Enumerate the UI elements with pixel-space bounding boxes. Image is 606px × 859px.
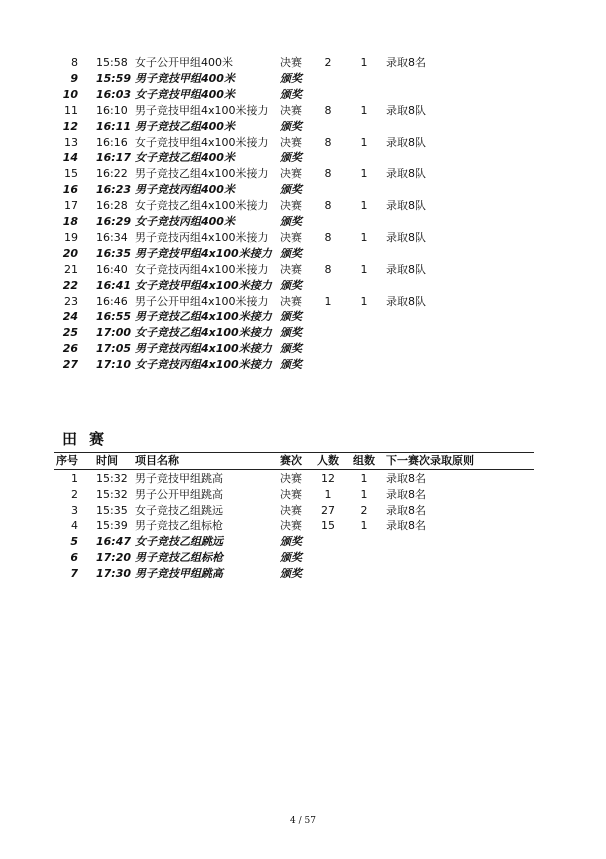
cell-event: 男子竞技乙组标枪 [135,519,223,533]
table-row [0,325,606,341]
cell-time: 15:59 [96,71,132,85]
table-row [0,150,606,166]
cell-round: 决赛 [280,487,302,501]
table-row [0,182,606,198]
cell-groups: 1 [360,56,368,69]
cell-count: 8 [324,167,332,181]
cell-groups: 1 [360,167,368,181]
cell-no: 12 [62,119,78,133]
cell-event: 男子公开甲组跳高 [135,487,223,501]
cell-event: 女子竞技甲组4x100米接力 [135,135,269,149]
cell-rule: 录取8队 [386,103,426,117]
table-row [0,262,606,278]
cell-time: 16:11 [96,119,132,133]
cell-round: 颁奖 [280,551,302,564]
table-row [0,550,606,566]
table-row [0,294,606,310]
cell-round: 颁奖 [280,310,302,324]
cell-rule: 录取8队 [386,262,426,276]
cell-rule: 录取8名 [386,503,426,517]
cell-event: 女子竞技丙组4x100米接力 [135,262,269,276]
cell-round: 颁奖 [280,183,302,197]
cell-no: 20 [62,246,78,260]
cell-time: 16:47 [96,535,132,549]
cell-round: 颁奖 [280,566,302,580]
cell-no: 13 [64,135,78,149]
header-time: 时间 [96,454,118,467]
cell-groups: 1 [360,294,368,308]
cell-event: 男子竞技乙组4x100米接力 [135,167,269,181]
cell-rule: 录取8名 [386,56,426,69]
cell-count: 8 [324,199,332,213]
cell-time: 16:28 [96,199,128,213]
cell-time: 17:00 [96,326,132,340]
table-row [0,230,606,246]
cell-round: 决赛 [280,56,302,69]
cell-event: 男子竞技丙组4x100米接力 [135,342,272,356]
table-row [0,534,606,550]
cell-event: 男子竞技丙组4x100米接力 [135,230,269,244]
cell-groups: 1 [360,103,368,117]
cell-no: 24 [62,310,78,324]
cell-count: 1 [324,294,332,308]
cell-event: 男子竞技甲组跳高 [135,472,223,485]
cell-rule: 录取8名 [386,487,426,501]
cell-time: 16:35 [96,246,132,260]
table-row [0,357,606,373]
table-row [0,341,606,357]
cell-count: 8 [324,262,332,276]
cell-no: 3 [71,503,78,517]
cell-time: 16:03 [96,87,132,101]
cell-time: 16:22 [96,167,128,181]
table-row [0,103,606,119]
cell-groups: 1 [360,519,368,533]
cell-event: 男子竞技乙组标枪 [135,551,223,564]
cell-time: 16:46 [96,294,128,308]
cell-round: 颁奖 [280,151,302,165]
cell-time: 15:32 [96,487,128,501]
cell-no: 22 [62,278,78,292]
cell-round: 颁奖 [280,535,302,549]
cell-event: 女子竞技甲组4x100米接力 [135,278,272,292]
cell-event: 男子竞技乙组4x100米接力 [135,310,272,324]
table-row [0,55,606,71]
section-title-field: 田赛 [62,430,117,448]
cell-round: 决赛 [280,199,302,213]
cell-event: 男子竞技甲组400米 [135,71,235,85]
table-row [0,198,606,214]
cell-event: 女子竞技甲组400米 [135,87,235,101]
cell-no: 27 [62,358,78,372]
cell-count: 8 [324,230,332,244]
header-bottom-rule [54,469,534,470]
cell-groups: 1 [360,262,368,276]
cell-groups: 1 [360,472,368,485]
cell-no: 19 [64,230,78,244]
cell-time: 17:10 [96,358,132,372]
cell-count: 2 [324,56,332,69]
cell-no: 6 [70,551,78,564]
cell-time: 15:35 [96,503,128,517]
cell-no: 23 [64,294,78,308]
table-row [0,71,606,87]
cell-no: 18 [62,215,78,228]
cell-round: 颁奖 [280,342,302,356]
cell-round: 决赛 [280,294,302,308]
cell-time: 16:17 [96,151,132,165]
table-row [0,471,606,487]
cell-time: 17:05 [96,342,132,356]
cell-count: 8 [324,135,332,149]
cell-groups: 1 [360,487,368,501]
header-rule: 下一赛次录取原则 [386,454,474,467]
cell-event: 男子竞技乙组400米 [135,119,235,133]
table-row [0,278,606,294]
header-count: 人数 [317,454,339,467]
cell-round: 决赛 [280,230,302,244]
header-round: 赛次 [280,454,302,467]
cell-round: 颁奖 [280,71,302,85]
header-no: 序号 [56,454,78,467]
cell-count: 8 [324,103,332,117]
cell-event: 女子竞技乙组400米 [135,151,235,165]
table-row [0,87,606,103]
cell-no: 9 [70,71,78,85]
cell-event: 女子竞技丙组400米 [135,215,235,228]
field-table-header [0,453,606,469]
cell-no: 14 [62,151,78,165]
cell-time: 16:29 [96,215,132,228]
cell-round: 颁奖 [280,326,302,340]
page-number: 4 / 57 [290,816,316,826]
table-row [0,166,606,182]
table-row [0,214,606,230]
cell-event: 女子竞技乙组跳远 [135,535,223,549]
cell-round: 颁奖 [280,215,302,228]
cell-groups: 1 [360,135,368,149]
cell-round: 颁奖 [280,87,302,101]
cell-no: 5 [70,535,78,549]
header-top-rule [54,452,534,453]
cell-rule: 录取8队 [386,294,426,308]
cell-no: 4 [71,519,78,533]
cell-round: 颁奖 [280,278,302,292]
cell-event: 女子竞技乙组跳远 [135,503,223,517]
cell-event: 男子竞技甲组4x100米接力 [135,246,272,260]
cell-time: 16:40 [96,262,128,276]
cell-round: 决赛 [280,167,302,181]
cell-event: 女子竞技丙组4x100米接力 [135,358,272,372]
cell-no: 1 [71,472,78,485]
header-event: 项目名称 [135,454,179,467]
cell-rule: 录取8队 [386,199,426,213]
cell-round: 决赛 [280,262,302,276]
cell-round: 决赛 [280,503,302,517]
table-row [0,518,606,534]
cell-event: 男子竞技甲组跳高 [135,566,223,580]
table-row [0,135,606,151]
cell-round: 颁奖 [280,246,302,260]
cell-round: 决赛 [280,472,302,485]
cell-round: 决赛 [280,519,302,533]
cell-time: 15:39 [96,519,128,533]
cell-groups: 2 [360,503,368,517]
table-row [0,119,606,135]
cell-count: 27 [321,503,335,517]
cell-no: 15 [64,167,78,181]
cell-event: 男子竞技丙组400米 [135,183,235,197]
cell-no: 10 [62,87,78,101]
cell-time: 16:10 [96,103,128,117]
cell-rule: 录取8名 [386,519,426,533]
header-groups: 组数 [353,454,375,467]
cell-round: 颁奖 [280,119,302,133]
cell-count: 15 [321,519,335,533]
cell-no: 26 [62,342,78,356]
cell-round: 颁奖 [280,358,302,372]
cell-event: 女子公开甲组400米 [135,56,233,69]
cell-rule: 录取8队 [386,230,426,244]
cell-count: 1 [324,487,332,501]
table-row [0,309,606,325]
cell-no: 21 [64,262,78,276]
cell-event: 男子竞技甲组4x100米接力 [135,103,269,117]
cell-rule: 录取8队 [386,135,426,149]
table-row [0,246,606,262]
cell-time: 17:30 [96,566,132,580]
cell-no: 16 [62,183,78,197]
table-row [0,566,606,582]
cell-groups: 1 [360,230,368,244]
cell-time: 17:20 [96,551,132,564]
cell-event: 女子竞技乙组4x100米接力 [135,199,269,213]
cell-rule: 录取8队 [386,167,426,181]
cell-event: 男子公开甲组4x100米接力 [135,294,269,308]
cell-no: 8 [71,56,78,69]
cell-event: 女子竞技乙组4x100米接力 [135,326,272,340]
cell-time: 15:32 [96,472,128,485]
cell-no: 25 [62,326,78,340]
cell-rule: 录取8名 [386,472,426,485]
cell-time: 16:16 [96,135,128,149]
table-row [0,503,606,519]
cell-groups: 1 [360,199,368,213]
cell-no: 7 [70,566,78,580]
cell-time: 15:58 [96,56,128,69]
table-row [0,487,606,503]
cell-round: 决赛 [280,103,302,117]
cell-no: 17 [64,199,78,213]
cell-no: 11 [64,103,78,117]
cell-time: 16:55 [96,310,132,324]
cell-time: 16:23 [96,183,132,197]
cell-round: 决赛 [280,135,302,149]
cell-time: 16:34 [96,230,128,244]
cell-time: 16:41 [96,278,132,292]
cell-no: 2 [71,487,78,501]
cell-count: 12 [321,472,335,485]
